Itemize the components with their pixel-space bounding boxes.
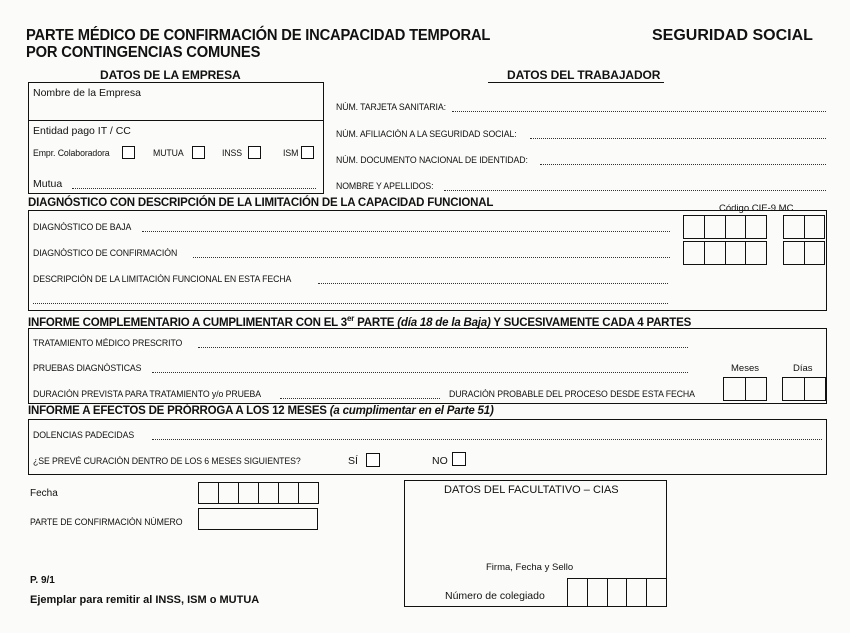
- dias-label: Días: [793, 363, 813, 374]
- opt-mutua-label: MUTUA: [153, 148, 184, 159]
- duracion-prevista-field[interactable]: [280, 398, 440, 399]
- cie-label: Código CIE-9 MC: [719, 203, 794, 214]
- diagnostico-heading: DIAGNÓSTICO CON DESCRIPCIÓN DE LA LIMITACIÓN DE LA CAPACIDAD FUNCIONAL: [28, 197, 494, 209]
- entidad-pago-label: Entidad pago IT / CC: [33, 125, 131, 137]
- descripcion-field-line1[interactable]: [318, 283, 668, 284]
- meses-label: Meses: [731, 363, 759, 374]
- duracion-prevista-label: DURACIÓN PREVISTA PARA TRATAMIENTO y/o PRUEBA: [33, 389, 262, 400]
- empresa-heading: DATOS DE LA EMPRESA: [100, 68, 241, 82]
- duracion-dias-cells[interactable]: [782, 377, 826, 401]
- duracion-probable-label: DURACIÓN PROBABLE DEL PROCESO DESDE ESTA FECHA: [449, 389, 695, 400]
- empresa-nombre-label: Nombre de la Empresa: [33, 87, 141, 99]
- opt-colaboradora-checkbox[interactable]: [122, 146, 135, 159]
- tratamiento-label: TRATAMIENTO MÉDICO PRESCRITO: [33, 338, 183, 349]
- colegiado-label: Número de colegiado: [445, 590, 545, 602]
- parte-numero-label: PARTE DE CONFIRMACIÓN NÚMERO: [30, 517, 183, 528]
- dolencias-label: DOLENCIAS PADECIDAS: [33, 430, 135, 441]
- signature-area[interactable]: [410, 500, 660, 556]
- descripcion-field-line2[interactable]: [33, 303, 668, 304]
- opt-ism-label: ISM: [283, 148, 299, 159]
- descripcion-label: DESCRIPCIÓN DE LA LIMITACIÓN FUNCIONAL EN ESTA FECHA: [33, 274, 292, 285]
- opt-mutua-checkbox[interactable]: [192, 146, 205, 159]
- duracion-meses-cells[interactable]: [723, 377, 767, 401]
- prorroga-heading: INFORME A EFECTOS DE PRÓRROGA A LOS 12 MESES (a cumplimentar en el Parte 51): [28, 405, 494, 417]
- mutua-field[interactable]: [72, 188, 316, 189]
- cie-code-conf-main[interactable]: [683, 241, 767, 265]
- diagnostico-baja-field[interactable]: [142, 231, 670, 232]
- nombre-apellidos-field[interactable]: [444, 190, 826, 191]
- parte-numero-field[interactable]: [198, 508, 318, 530]
- afiliacion-field[interactable]: [530, 138, 826, 139]
- mutua-label: Mutua: [33, 178, 63, 190]
- cie-code-conf-ext[interactable]: [783, 241, 825, 265]
- diagnostico-confirmacion-field[interactable]: [193, 257, 670, 258]
- colegiado-cells[interactable]: [567, 578, 667, 607]
- diagnostico-baja-label: DIAGNÓSTICO DE BAJA: [33, 222, 132, 233]
- cie-code-baja-main[interactable]: [683, 215, 767, 239]
- tarjeta-label: NÚM. TARJETA SANITARIA:: [336, 102, 446, 113]
- facultativo-heading: DATOS DEL FACULTATIVO – CIAS: [444, 484, 619, 496]
- si-checkbox[interactable]: [366, 453, 380, 467]
- informe-heading: INFORME COMPLEMENTARIO A CUMPLIMENTAR CON EL 3er PARTE (día 18 de la Baja) Y SUCESIVAMENTE CADA 4 PARTES: [28, 314, 692, 329]
- dni-field[interactable]: [540, 164, 826, 165]
- nombre-apellidos-label: NOMBRE Y APELLIDOS:: [336, 181, 434, 192]
- firma-label: Firma, Fecha y Sello: [486, 562, 574, 573]
- tarjeta-field[interactable]: [452, 111, 826, 112]
- cie-code-baja-ext[interactable]: [783, 215, 825, 239]
- form-title-line2: POR CONTINGENCIAS COMUNES: [26, 44, 261, 61]
- form-title-line1: PARTE MÉDICO DE CONFIRMACIÓN DE INCAPACIDAD TEMPORAL: [26, 27, 491, 44]
- opt-colaboradora-label: Empr. Colaboradora: [33, 148, 110, 159]
- pruebas-field[interactable]: [152, 372, 688, 373]
- no-checkbox[interactable]: [452, 452, 466, 466]
- dolencias-field[interactable]: [152, 439, 822, 440]
- opt-ism-checkbox[interactable]: [301, 146, 314, 159]
- tratamiento-field[interactable]: [198, 347, 688, 348]
- form-code: P. 9/1: [30, 575, 55, 586]
- diagnostico-confirmacion-label: DIAGNÓSTICO DE CONFIRMACIÓN: [33, 248, 178, 259]
- si-label: SÍ: [348, 455, 358, 467]
- fecha-cells[interactable]: [198, 482, 319, 504]
- opt-inss-label: INSS: [222, 148, 243, 159]
- trabajador-heading: DATOS DEL TRABAJADOR: [507, 68, 661, 82]
- fecha-label: Fecha: [30, 488, 58, 499]
- ejemplar-text: Ejemplar para remitir al INSS, ISM o MUTUA: [30, 594, 260, 606]
- org-name: SEGURIDAD SOCIAL: [652, 27, 813, 44]
- afiliacion-label: NÚM. AFILIACIÓN A LA SEGURIDAD SOCIAL:: [336, 129, 517, 140]
- curacion-label: ¿SE PREVÉ CURACIÓN DENTRO DE LOS 6 MESES SIGUIENTES?: [33, 456, 301, 467]
- dni-label: NÚM. DOCUMENTO NACIONAL DE IDENTIDAD:: [336, 155, 528, 166]
- no-label: NO: [432, 455, 448, 467]
- empresa-nombre-field[interactable]: [30, 100, 320, 118]
- pruebas-label: PRUEBAS DIAGNÓSTICAS: [33, 363, 142, 374]
- opt-inss-checkbox[interactable]: [248, 146, 261, 159]
